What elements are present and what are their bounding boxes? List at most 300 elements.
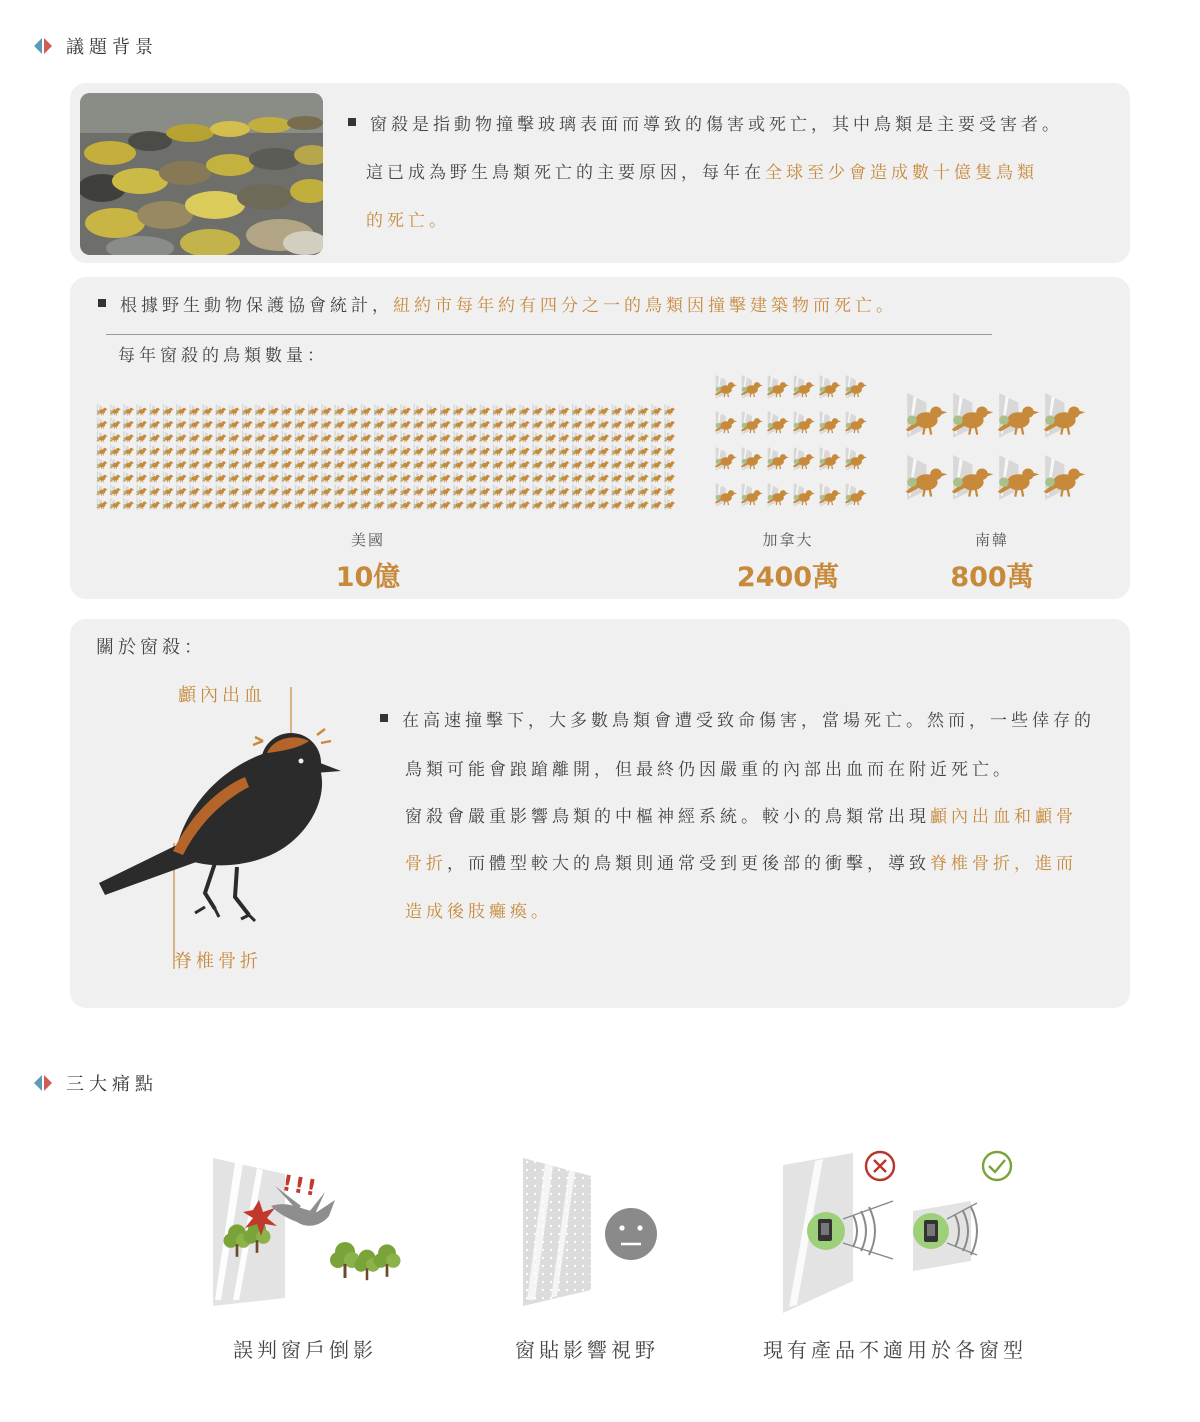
stats-panel [70, 277, 1130, 599]
bird-glass-icon [255, 471, 266, 483]
bird-glass-icon [638, 404, 649, 416]
bird-glass-icon [506, 417, 517, 429]
bird-glass-icon [400, 431, 411, 443]
bird-glass-icon [440, 404, 451, 416]
product-unfit-illustration [775, 1145, 1025, 1315]
bird-glass-icon [638, 471, 649, 483]
bird-glass-icon [294, 484, 305, 496]
bird-glass-icon [162, 417, 173, 429]
bird-glass-icon [334, 444, 345, 456]
bird-glass-icon [952, 393, 994, 438]
bird-glass-icon [110, 444, 121, 456]
bird-glass-icon [387, 417, 398, 429]
bird-glass-icon [400, 404, 411, 416]
bird-glass-icon [506, 404, 517, 416]
dead-birds-photo [80, 93, 323, 255]
bird-glass-icon [598, 417, 609, 429]
bird-glass-icon [558, 484, 569, 496]
usa-bird-grid [96, 404, 680, 514]
label-spine-fracture: 脊椎骨折 [174, 951, 262, 972]
bird-glass-icon [906, 455, 948, 500]
about-p1-line1: 在高速撞擊下，大多數鳥類會遭受致命傷害，當場死亡。然而，一些倖存的 [380, 697, 1095, 745]
bird-glass-icon [453, 444, 464, 456]
bird-glass-icon [651, 471, 662, 483]
bird-glass-icon [374, 404, 385, 416]
bird-glass-icon [819, 483, 841, 507]
bird-glass-icon [638, 458, 649, 470]
bird-glass-icon [308, 471, 319, 483]
section-title-text: 三大痛點 [66, 1074, 158, 1095]
bird-glass-icon [638, 444, 649, 456]
bird-glass-icon [334, 431, 345, 443]
bird-glass-icon [572, 444, 583, 456]
bird-glass-icon [242, 431, 253, 443]
bird-glass-icon [1044, 393, 1086, 438]
bird-glass-icon [479, 417, 490, 429]
bird-glass-icon [400, 498, 411, 510]
bird-glass-icon [215, 417, 226, 429]
bird-glass-icon [506, 444, 517, 456]
bird-glass-icon [360, 498, 371, 510]
bird-glass-icon [400, 471, 411, 483]
bird-glass-icon [585, 484, 596, 496]
bird-glass-icon [294, 444, 305, 456]
bird-glass-icon [585, 417, 596, 429]
bird-glass-icon [228, 471, 239, 483]
bird-glass-icon [308, 498, 319, 510]
bird-glass-icon [767, 411, 789, 435]
intro-line-2: 這已成為野生鳥類死亡的主要原因，每年在全球至少會造成數十億隻鳥類 [366, 163, 1038, 183]
bird-glass-icon [334, 458, 345, 470]
stats-divider [106, 334, 992, 335]
bird-glass-icon [202, 404, 213, 416]
bird-glass-icon [281, 444, 292, 456]
bird-glass-icon [598, 498, 609, 510]
bird-glass-icon [176, 431, 187, 443]
bird-glass-icon [585, 498, 596, 510]
bird-glass-icon [545, 417, 556, 429]
bird-glass-icon [532, 404, 543, 416]
stats-heading: 每年窗殺的鳥類數量： [118, 346, 328, 366]
bird-glass-icon [255, 404, 266, 416]
bird-glass-icon [215, 431, 226, 443]
bird-glass-icon [479, 458, 490, 470]
bird-glass-icon [519, 484, 530, 496]
bird-glass-icon [651, 458, 662, 470]
bird-glass-icon [189, 484, 200, 496]
bird-glass-icon [387, 471, 398, 483]
bird-glass-icon [123, 498, 134, 510]
bird-glass-icon [819, 447, 841, 471]
bird-glass-icon [242, 404, 253, 416]
bird-glass-icon [136, 498, 147, 510]
bird-glass-icon [400, 417, 411, 429]
bird-glass-icon [558, 404, 569, 416]
bird-glass-icon [611, 431, 622, 443]
bird-glass-icon [506, 458, 517, 470]
bird-glass-icon [624, 417, 635, 429]
bird-glass-icon [793, 411, 815, 435]
bird-glass-icon [242, 498, 253, 510]
bird-glass-icon [347, 471, 358, 483]
bird-glass-icon [308, 484, 319, 496]
bird-glass-icon [215, 484, 226, 496]
bird-glass-icon [413, 458, 424, 470]
bird-glass-icon [400, 484, 411, 496]
bird-glass-icon [664, 471, 675, 483]
bird-glass-icon [136, 484, 147, 496]
about-panel [70, 619, 1130, 1008]
bird-glass-icon [506, 498, 517, 510]
korea-label: 南韓 [974, 531, 1009, 549]
bird-glass-icon [215, 404, 226, 416]
bird-glass-icon [228, 431, 239, 443]
bird-glass-icon [110, 431, 121, 443]
bird-glass-icon [281, 417, 292, 429]
bird-glass-icon [426, 404, 437, 416]
korea-value: 800萬 [950, 562, 1034, 593]
bird-glass-icon [572, 458, 583, 470]
bird-glass-icon [440, 417, 451, 429]
bird-glass-icon [189, 404, 200, 416]
bird-glass-icon [572, 431, 583, 443]
bird-glass-icon [492, 498, 503, 510]
about-p2-line2: 骨折，而體型較大的鳥類則通常受到更後部的衝擊，導致脊椎骨折，進而 [405, 854, 1077, 874]
about-heading: 關於窗殺： [96, 637, 206, 658]
bird-glass-icon [793, 375, 815, 399]
diamond-bullet-icon [34, 38, 52, 54]
bird-glass-icon [453, 417, 464, 429]
bird-glass-icon [360, 471, 371, 483]
bird-glass-icon [715, 447, 737, 471]
intro-line-1: 窗殺是指動物撞擊玻璃表面而導致的傷害或死亡，其中鳥類是主要受害者。 [348, 101, 1118, 149]
bird-glass-icon [767, 447, 789, 471]
bird-glass-icon [545, 484, 556, 496]
reflection-misjudge-illustration [205, 1150, 415, 1310]
bird-glass-icon [492, 431, 503, 443]
bird-glass-icon [136, 444, 147, 456]
bird-glass-icon [545, 444, 556, 456]
bird-glass-icon [651, 431, 662, 443]
bird-glass-icon [793, 447, 815, 471]
bird-glass-icon [202, 484, 213, 496]
bird-glass-icon [162, 458, 173, 470]
bird-glass-icon [793, 483, 815, 507]
bird-glass-icon [845, 447, 867, 471]
bird-glass-icon [110, 471, 121, 483]
bird-glass-icon [426, 484, 437, 496]
bird-glass-icon [664, 417, 675, 429]
bird-glass-icon [228, 417, 239, 429]
bird-glass-icon [136, 431, 147, 443]
bird-glass-icon [136, 404, 147, 416]
bird-glass-icon [242, 444, 253, 456]
bird-glass-icon [374, 431, 385, 443]
bird-glass-icon [638, 484, 649, 496]
bird-glass-icon [453, 458, 464, 470]
bird-glass-icon [479, 404, 490, 416]
bird-glass-icon [268, 417, 279, 429]
bird-glass-icon [611, 484, 622, 496]
square-bullet-icon [380, 714, 388, 722]
bird-glass-icon [176, 404, 187, 416]
bird-glass-icon [466, 498, 477, 510]
bird-glass-icon [387, 444, 398, 456]
bird-glass-icon [215, 458, 226, 470]
bird-glass-icon [845, 375, 867, 399]
bird-glass-icon [334, 498, 345, 510]
bird-glass-icon [400, 458, 411, 470]
bird-glass-icon [998, 393, 1040, 438]
bird-glass-icon [426, 471, 437, 483]
bird-glass-icon [545, 458, 556, 470]
bird-glass-icon [202, 417, 213, 429]
bird-glass-icon [96, 417, 107, 429]
bird-glass-icon [215, 498, 226, 510]
bird-glass-icon [321, 417, 332, 429]
bird-glass-icon [664, 484, 675, 496]
canada-bird-grid [714, 375, 870, 515]
bird-glass-icon [294, 404, 305, 416]
bird-glass-icon [611, 404, 622, 416]
bird-glass-icon [479, 444, 490, 456]
bird-glass-icon [149, 484, 160, 496]
bird-glass-icon [598, 431, 609, 443]
bird-glass-icon [242, 484, 253, 496]
bird-glass-icon [506, 431, 517, 443]
bird-glass-icon [952, 455, 994, 500]
bird-glass-icon [479, 498, 490, 510]
bird-glass-icon [519, 404, 530, 416]
bird-glass-icon [585, 471, 596, 483]
bird-glass-icon [1044, 455, 1086, 500]
bird-glass-icon [281, 404, 292, 416]
bird-glass-icon [268, 431, 279, 443]
square-bullet-icon [98, 299, 106, 307]
bird-glass-icon [598, 444, 609, 456]
bird-glass-icon [321, 484, 332, 496]
bird-glass-icon [202, 444, 213, 456]
bird-glass-icon [572, 404, 583, 416]
bird-glass-icon [558, 431, 569, 443]
about-p2-line1: 窗殺會嚴重影響鳥類的中樞神經系統。較小的鳥類常出現顱內出血和顱骨 [405, 807, 1077, 827]
bird-glass-icon [400, 444, 411, 456]
bird-glass-icon [611, 458, 622, 470]
bird-glass-icon [585, 444, 596, 456]
bird-glass-icon [360, 444, 371, 456]
bird-glass-icon [321, 498, 332, 510]
bird-glass-icon [149, 444, 160, 456]
bird-glass-icon [906, 393, 948, 438]
bird-glass-icon [189, 444, 200, 456]
bird-glass-icon [532, 458, 543, 470]
bird-glass-icon [492, 404, 503, 416]
bird-glass-icon [664, 444, 675, 456]
bird-glass-icon [321, 444, 332, 456]
bird-glass-icon [611, 498, 622, 510]
bird-glass-icon [715, 483, 737, 507]
about-p1-line2: 鳥類可能會踉蹌離開，但最終仍因嚴重的內部出血而在附近死亡。 [405, 760, 1014, 780]
bird-glass-icon [321, 404, 332, 416]
bird-glass-icon [96, 498, 107, 510]
bird-glass-icon [519, 431, 530, 443]
bird-glass-icon [453, 431, 464, 443]
bird-glass-icon [585, 431, 596, 443]
bird-glass-icon [715, 375, 737, 399]
bird-glass-icon [413, 417, 424, 429]
bird-glass-icon [255, 431, 266, 443]
usa-label: 美國 [350, 531, 385, 549]
bird-glass-icon [347, 458, 358, 470]
bird-glass-icon [255, 498, 266, 510]
bird-glass-icon [426, 431, 437, 443]
bird-glass-icon [334, 404, 345, 416]
bird-glass-icon [347, 444, 358, 456]
bird-glass-icon [149, 458, 160, 470]
bird-glass-icon [664, 431, 675, 443]
bird-glass-icon [413, 484, 424, 496]
pain-point-label-2: 窗貼影響視野 [515, 1338, 659, 1362]
bird-glass-icon [479, 471, 490, 483]
bird-glass-icon [255, 444, 266, 456]
bird-glass-icon [819, 411, 841, 435]
canada-label: 加拿大 [762, 531, 814, 549]
bird-glass-icon [268, 484, 279, 496]
bird-glass-icon [598, 458, 609, 470]
bird-glass-icon [176, 484, 187, 496]
bird-glass-icon [96, 404, 107, 416]
bird-glass-icon [308, 417, 319, 429]
bird-glass-icon [572, 498, 583, 510]
bird-glass-icon [242, 417, 253, 429]
bird-glass-icon [110, 498, 121, 510]
bird-glass-icon [96, 431, 107, 443]
exclaim-text: !!! [280, 1171, 321, 1202]
bird-glass-icon [374, 444, 385, 456]
bird-glass-icon [374, 498, 385, 510]
bird-glass-icon [281, 471, 292, 483]
bird-glass-icon [624, 444, 635, 456]
bird-glass-icon [611, 444, 622, 456]
bird-glass-icon [545, 431, 556, 443]
bird-glass-icon [228, 444, 239, 456]
bird-glass-icon [96, 471, 107, 483]
canada-value: 2400萬 [736, 562, 840, 593]
bird-glass-icon [545, 498, 556, 510]
bird-glass-icon [466, 458, 477, 470]
bird-glass-icon [651, 484, 662, 496]
bird-glass-icon [426, 417, 437, 429]
bird-glass-icon [479, 431, 490, 443]
bird-glass-icon [176, 471, 187, 483]
bird-glass-icon [123, 444, 134, 456]
bird-glass-icon [492, 484, 503, 496]
bird-glass-icon [374, 417, 385, 429]
bird-glass-icon [624, 458, 635, 470]
bird-glass-icon [123, 431, 134, 443]
bird-glass-icon [413, 471, 424, 483]
bird-glass-icon [255, 458, 266, 470]
bird-glass-icon [347, 417, 358, 429]
bird-glass-icon [440, 458, 451, 470]
bird-glass-icon [228, 458, 239, 470]
bird-glass-icon [334, 417, 345, 429]
bird-glass-icon [176, 458, 187, 470]
bird-glass-icon [110, 458, 121, 470]
bird-glass-icon [466, 404, 477, 416]
bird-glass-icon [387, 484, 398, 496]
bird-glass-icon [651, 444, 662, 456]
bird-glass-icon [268, 404, 279, 416]
bird-glass-icon [189, 498, 200, 510]
pain-point-label-3: 現有產品不適用於各窗型 [763, 1338, 1027, 1362]
bird-glass-icon [268, 471, 279, 483]
bird-glass-icon [624, 404, 635, 416]
bird-glass-icon [334, 484, 345, 496]
bird-glass-icon [624, 431, 635, 443]
bird-glass-icon [845, 411, 867, 435]
bird-glass-icon [413, 431, 424, 443]
bird-glass-icon [136, 458, 147, 470]
bird-glass-icon [651, 404, 662, 416]
bird-glass-icon [767, 375, 789, 399]
bird-glass-icon [741, 483, 763, 507]
bird-glass-icon [492, 444, 503, 456]
bird-glass-icon [440, 498, 451, 510]
usa-value: 10億 [335, 562, 401, 593]
bird-glass-icon [651, 417, 662, 429]
bird-glass-icon [572, 471, 583, 483]
bird-glass-icon [440, 431, 451, 443]
bird-glass-icon [572, 417, 583, 429]
bird-glass-icon [387, 404, 398, 416]
bird-glass-icon [611, 471, 622, 483]
bird-glass-icon [294, 498, 305, 510]
bird-glass-icon [215, 444, 226, 456]
pain-point-label-1: 誤判窗戶倒影 [233, 1338, 377, 1362]
bird-glass-icon [741, 411, 763, 435]
bird-glass-icon [110, 404, 121, 416]
bird-glass-icon [123, 458, 134, 470]
bird-glass-icon [308, 444, 319, 456]
bird-glass-icon [598, 484, 609, 496]
bird-glass-icon [360, 417, 371, 429]
bird-glass-icon [413, 498, 424, 510]
bird-glass-icon [360, 404, 371, 416]
bird-glass-icon [347, 431, 358, 443]
bird-glass-icon [360, 431, 371, 443]
bird-glass-icon [998, 455, 1040, 500]
bird-glass-icon [479, 484, 490, 496]
bird-glass-icon [466, 444, 477, 456]
bird-glass-icon [96, 458, 107, 470]
bird-glass-icon [532, 498, 543, 510]
bird-glass-icon [532, 417, 543, 429]
bird-glass-icon [268, 444, 279, 456]
bird-glass-icon [558, 444, 569, 456]
bird-glass-icon [360, 458, 371, 470]
bird-glass-icon [519, 444, 530, 456]
bird-glass-icon [819, 375, 841, 399]
bird-glass-icon [96, 484, 107, 496]
bird-glass-icon [202, 458, 213, 470]
bird-glass-icon [545, 404, 556, 416]
bird-glass-icon [506, 471, 517, 483]
bird-glass-icon [149, 404, 160, 416]
bird-glass-icon [532, 444, 543, 456]
bird-glass-icon [453, 471, 464, 483]
bird-glass-icon [413, 404, 424, 416]
